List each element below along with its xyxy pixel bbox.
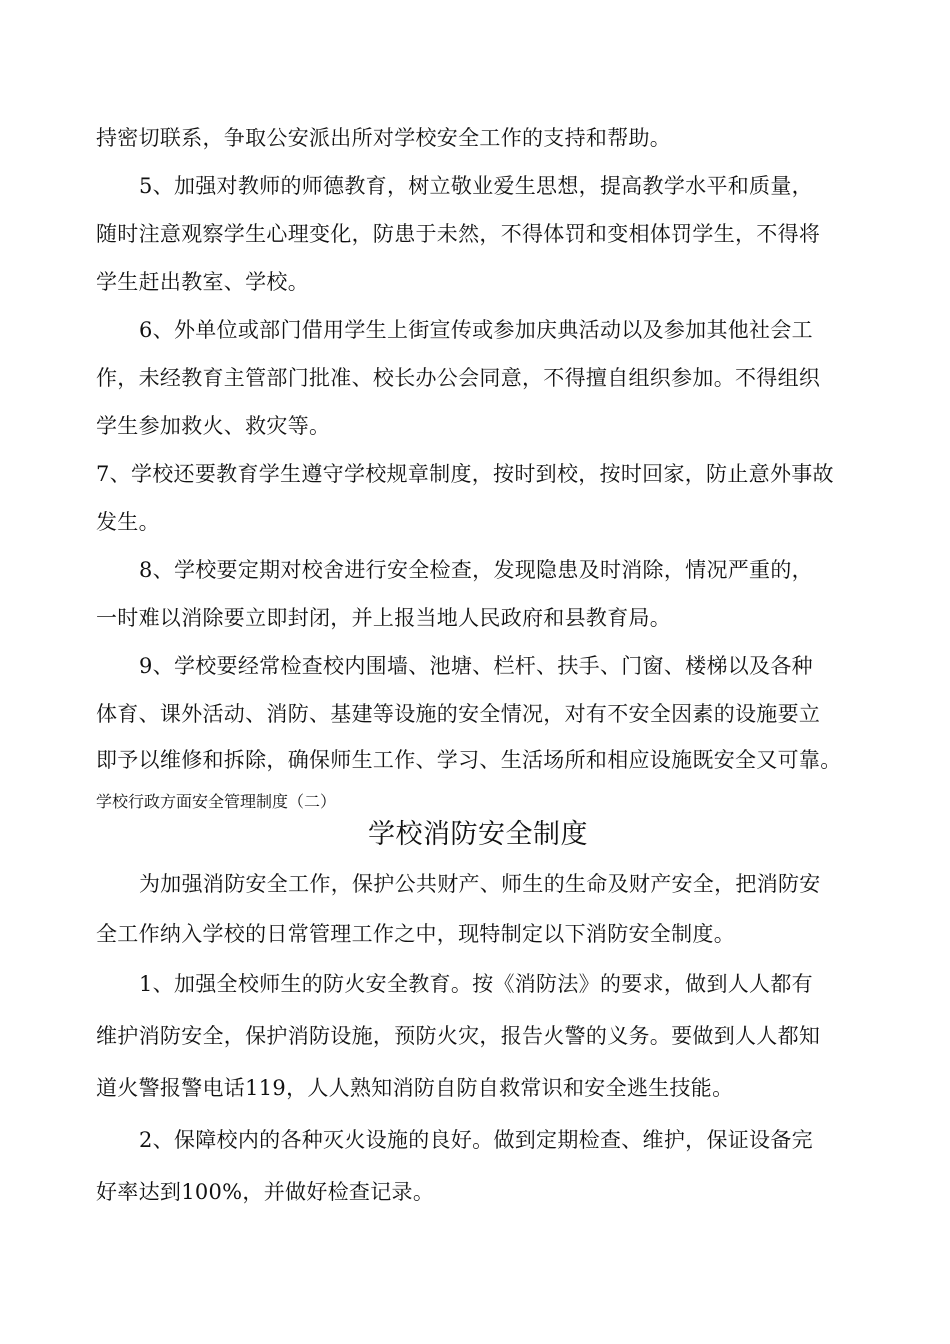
text-line: 8、学校要定期对校舍进行安全检查，发现隐患及时消除，情况严重的， <box>139 558 813 582</box>
text-line: 好率达到100%，并做好检查记录。 <box>96 1180 435 1204</box>
text-line: 即予以维修和拆除，确保师生工作、学习、生活场所和相应设施既安全又可靠。 <box>96 748 842 772</box>
text-line: 1、加强全校师生的防火安全教育。按《消防法》的要求，做到人人都有 <box>139 972 813 996</box>
text-line: 一时难以消除要立即封闭，并上报当地人民政府和县教育局。 <box>96 606 672 630</box>
text-line: 为加强消防安全工作，保护公共财产、师生的生命及财产安全，把消防安 <box>139 872 821 896</box>
document-title: 学校消防安全制度 <box>368 819 588 850</box>
text-line: 持密切联系，争取公安派出所对学校安全工作的支持和帮助。 <box>96 126 672 150</box>
text-line: 发生。 <box>96 510 160 534</box>
text-line: 道火警报警电话119，人人熟知消防自防自救常识和安全逃生技能。 <box>96 1076 734 1100</box>
text-line: 体育、课外活动、消防、基建等设施的安全情况，对有不安全因素的设施要立 <box>96 702 821 726</box>
text-line: 维护消防安全，保护消防设施，预防火灾，报告火警的义务。要做到人人都知 <box>96 1024 821 1048</box>
text-line: 作，未经教育主管部门批准、校长办公会同意，不得擅自组织参加。不得组织 <box>96 366 821 390</box>
text-line: 9、学校要经常检查校内围墙、池塘、栏杆、扶手、门窗、楼梯以及各种 <box>139 654 813 678</box>
text-line: 学生赶出教室、学校。 <box>96 270 309 294</box>
text-line: 5、加强对教师的师德教育，树立敬业爱生思想，提高教学水平和质量， <box>139 174 813 198</box>
text-line: 2、保障校内的各种灭火设施的良好。做到定期检查、维护，保证设备完 <box>139 1128 813 1152</box>
text-line: 7、学校还要教育学生遵守学校规章制度，按时到校，按时回家，防止意外事故 <box>96 462 834 486</box>
text-line: 6、外单位或部门借用学生上街宣传或参加庆典活动以及参加其他社会工 <box>139 318 813 342</box>
text-line: 全工作纳入学校的日常管理工作之中，现特制定以下消防安全制度。 <box>96 922 735 946</box>
text-line: 随时注意观察学生心理变化，防患于未然，不得体罚和变相体罚学生，不得将 <box>96 222 821 246</box>
section-label: 学校行政方面安全管理制度（二） <box>96 792 337 811</box>
text-line: 学生参加救火、救灾等。 <box>96 414 331 438</box>
